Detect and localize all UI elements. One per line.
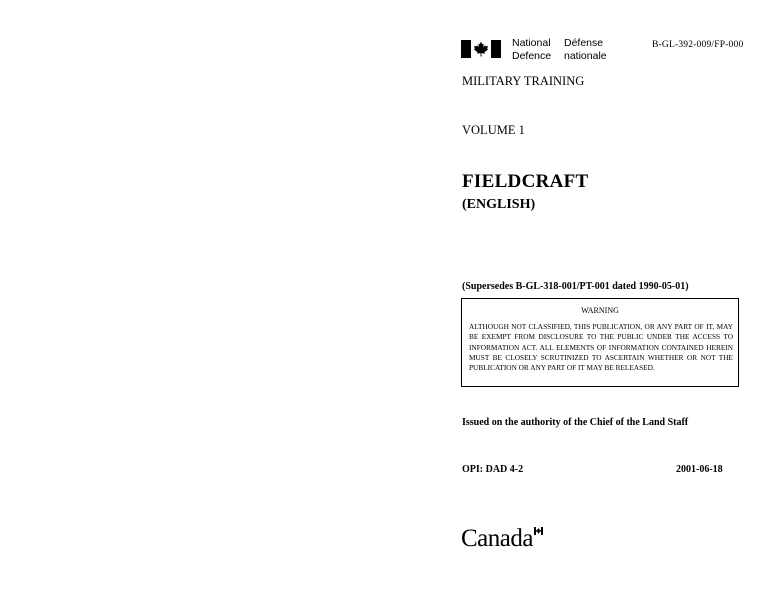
department-fr-line1: Défense	[564, 37, 604, 49]
page-title: FIELDCRAFT	[462, 171, 589, 192]
volume-label: VOLUME 1	[462, 123, 525, 137]
canada-flag-icon	[461, 40, 501, 58]
department-name-en	[512, 37, 551, 63]
department-name-fr	[564, 37, 607, 63]
department-en-line2: Defence	[512, 50, 552, 62]
flag-right-bar	[491, 40, 501, 58]
document-id: B-GL-392-009/FP-000	[652, 40, 744, 50]
opi-label: OPI: DAD 4-2	[462, 464, 524, 475]
series-title: MILITARY TRAINING	[462, 74, 585, 88]
supersedes-note: (Supersedes B-GL-318-001/PT-001 dated 1990-05-01)	[462, 281, 689, 292]
warning-text: ALTHOUGH NOT CLASSIFIED, THIS PUBLICATION, OR ANY PART OF IT, MAY BE EXEMPT FROM DISCLOSURE TO THE PUBLIC UNDER THE ACCESS TO INFORMATION ACT. ALL ELEMENTS OF INFORMATION CONTAINED HEREIN MUST BE CLOSELY SCRUTINIZED TO ASCERTAIN WHETHER OR NOT THE PUBLICATION OR ANY PART OF IT MAY BE RELEASED.	[469, 322, 733, 373]
flag-left-bar	[461, 40, 471, 58]
maple-leaf-icon	[473, 41, 489, 57]
warning-title: WARNING	[581, 306, 619, 315]
authority-statement: Issued on the authority of the Chief of the Land Staff	[462, 417, 689, 428]
warning-box	[461, 298, 739, 387]
wordmark-flag-icon	[534, 527, 543, 535]
canada-wordmark: Canada	[461, 525, 533, 552]
department-fr-line2: nationale	[564, 50, 607, 62]
department-en-line1: National	[512, 37, 551, 49]
language-label: (ENGLISH)	[462, 197, 536, 212]
issue-date: 2001-06-18	[676, 464, 723, 475]
